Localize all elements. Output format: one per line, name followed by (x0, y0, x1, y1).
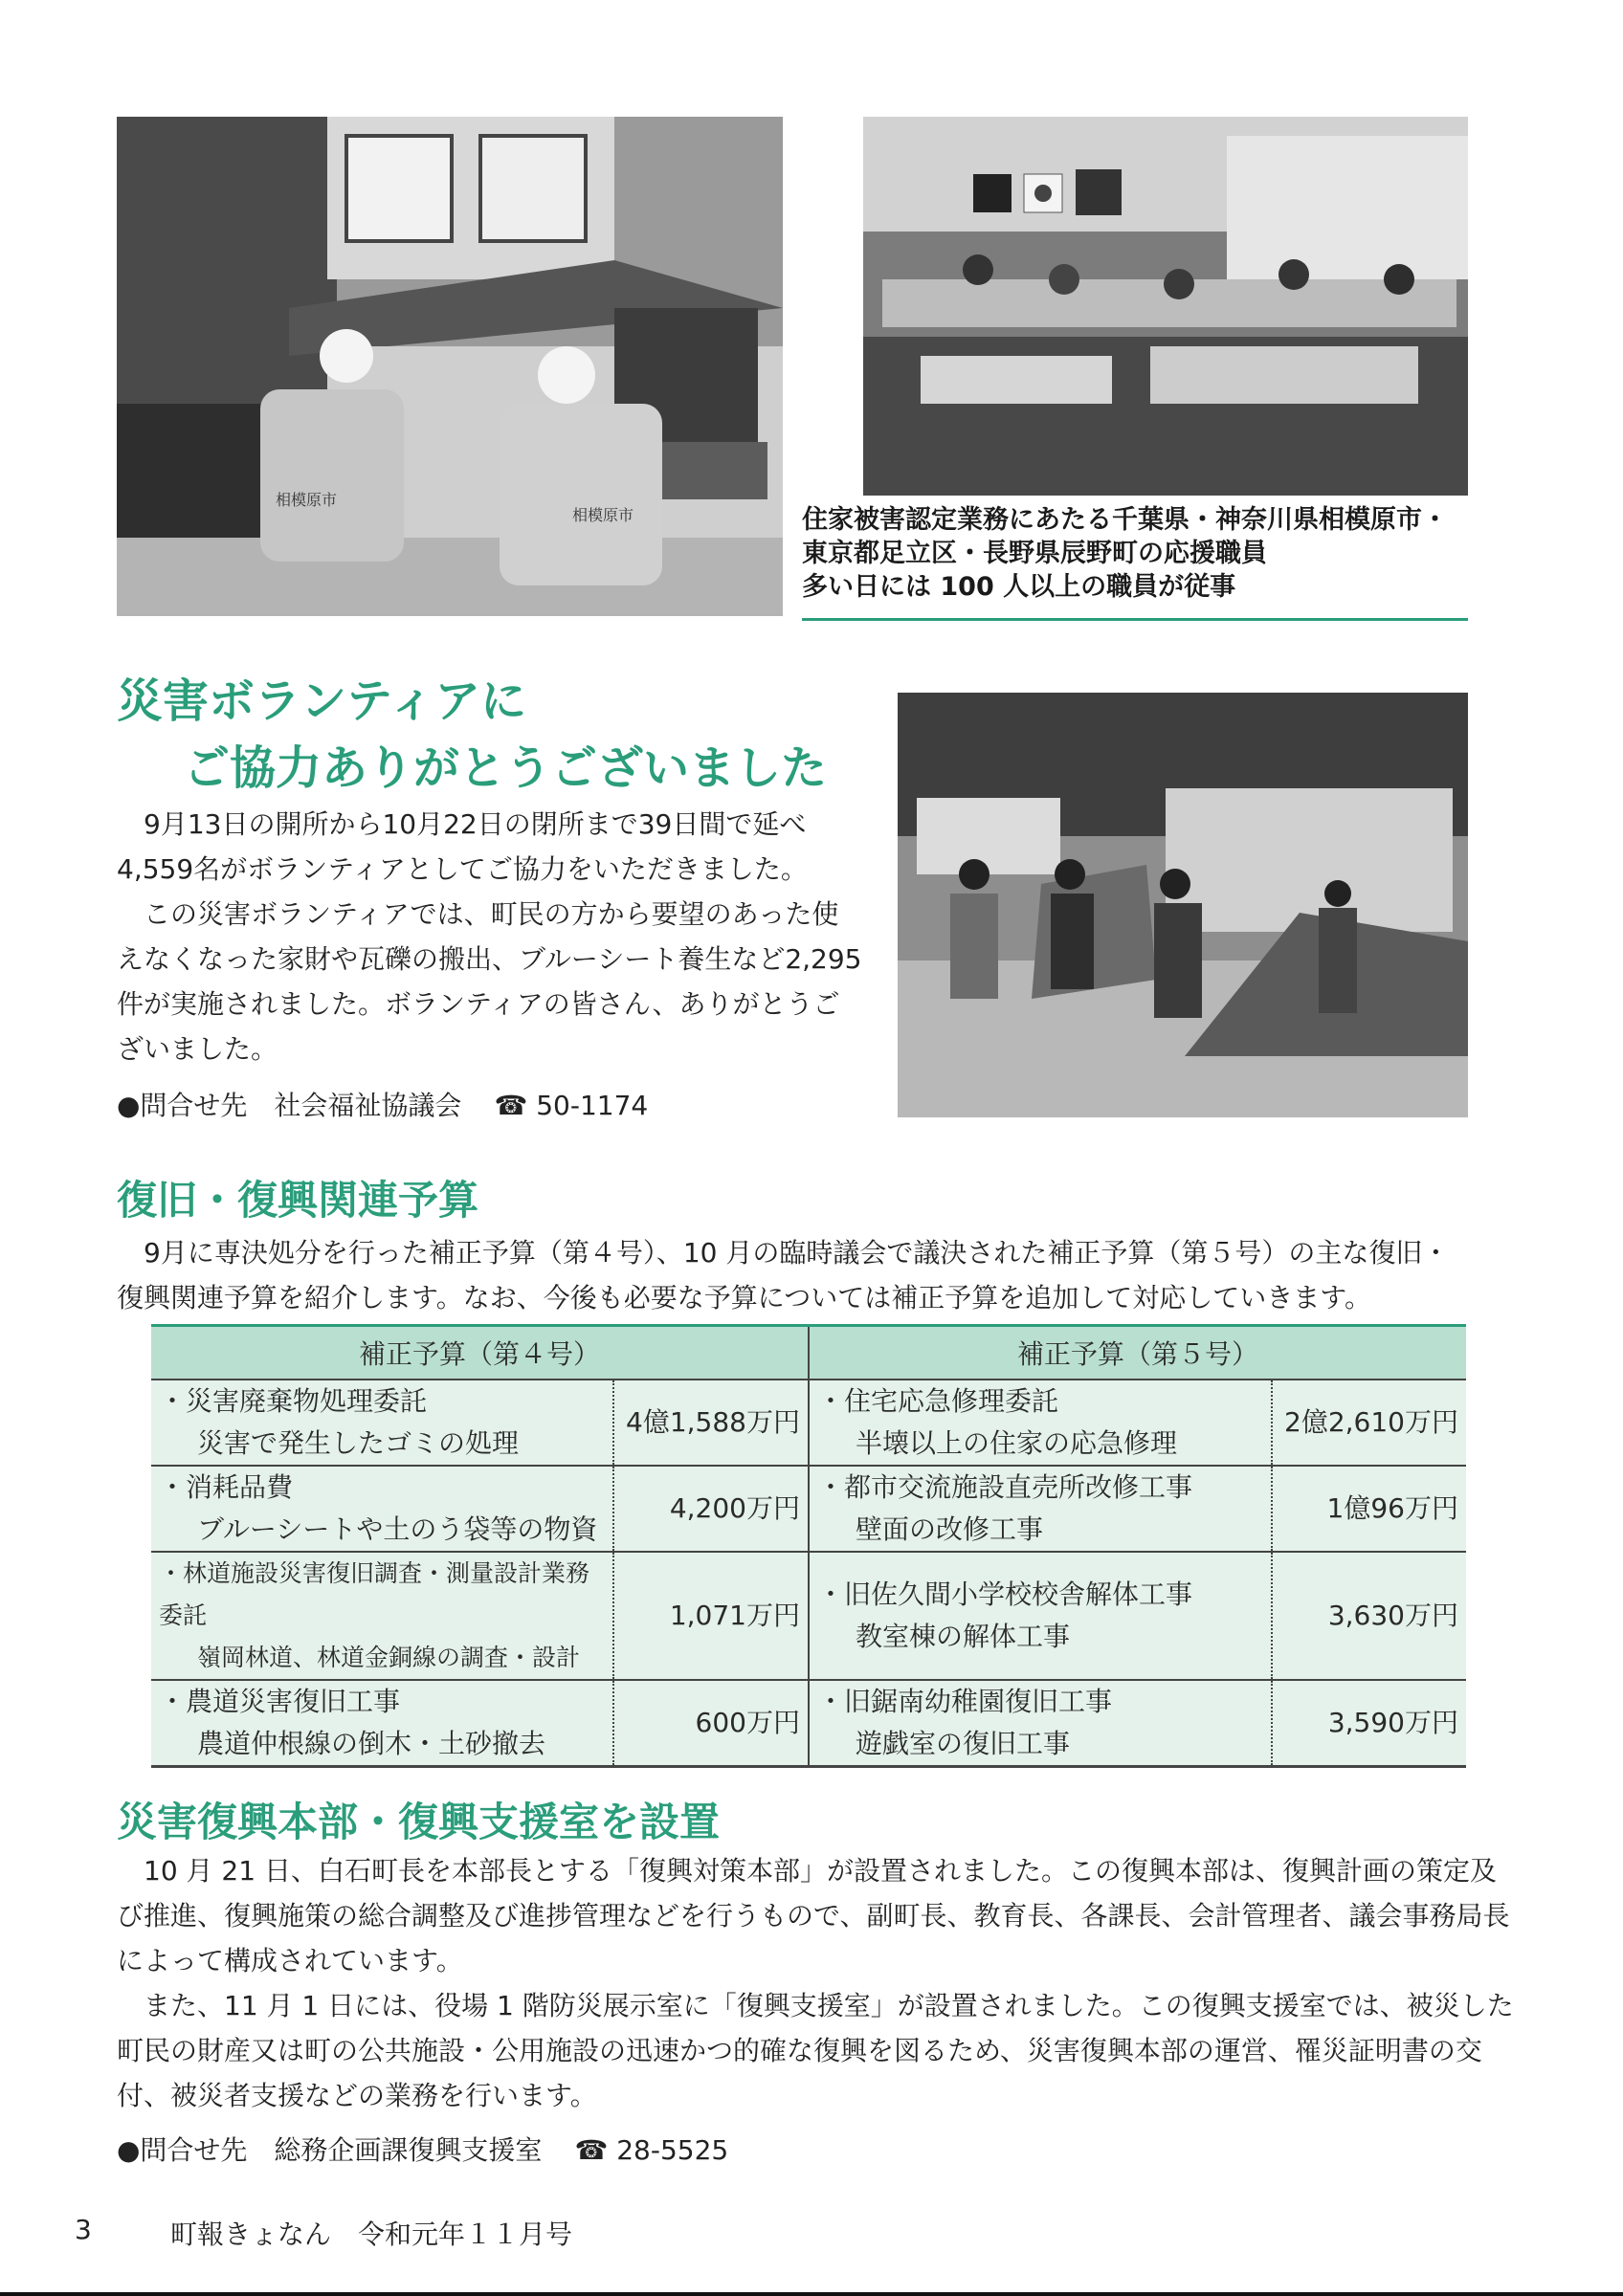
budget-item-right (809, 1466, 1272, 1552)
item-title: ・旧佐久間小学校校舎解体工事 (817, 1578, 1193, 1610)
budget-table-header-row (151, 1326, 1466, 1380)
caption-line: 東京都足立区・長野県辰野町の応援職員 (802, 539, 1267, 568)
hq-contact-phone: ☎ 28-5525 (574, 2134, 729, 2166)
budget-intro-text: 9月に専決処分を行った補正予算（第４号）、10 月の臨時議会で議決された補正予算（第５号）の主な復旧・復興関連予算を紹介します。なお、今後も必要な予算については補正予算を追加して対応していきます。 (117, 1237, 1450, 1314)
item-title: ・都市交流施設直売所改修工事 (817, 1471, 1193, 1503)
budget-item-left (151, 1680, 613, 1767)
budget-amount-right: 2億2,610万円 (1272, 1380, 1466, 1466)
budget-heading: 復旧・復興関連予算 (117, 1177, 479, 1224)
volunteer-heading-line2: ご協力ありがとうございました (184, 741, 828, 795)
item-detail: 壁面の改修工事 (856, 1513, 1044, 1545)
volunteer-body (117, 802, 865, 1071)
item-detail: 災害で発生したゴミの処理 (197, 1427, 520, 1459)
table-row (151, 1380, 1466, 1466)
page-number: 3 (75, 2214, 92, 2245)
photo-house-inspection (117, 117, 783, 616)
table-row (151, 1680, 1466, 1767)
volunteer-contact-label: ●問合せ先 社会福祉協議会 (117, 1090, 462, 1121)
table-row (151, 1466, 1466, 1552)
budget-item-left (151, 1466, 613, 1552)
budget-amount-left: 600万円 (613, 1680, 809, 1767)
budget-amount-right: 1億96万円 (1272, 1466, 1466, 1552)
item-title: ・災害廃棄物処理委託 (159, 1385, 428, 1417)
volunteer-contact-phone: ☎ 50-1174 (494, 1090, 649, 1121)
footer-divider (0, 2292, 1623, 2296)
publication-title: 町報きょなん 令和元年１１月号 (170, 2219, 573, 2250)
item-title: ・住宅応急修理委託 (817, 1385, 1059, 1417)
caption-divider (802, 618, 1468, 621)
item-detail: ブルーシートや土のう袋等の物資 (197, 1513, 598, 1545)
budget-amount-left: 1,071万円 (613, 1552, 809, 1680)
item-title: ・消耗品費 (159, 1471, 294, 1503)
budget-header-no5: 補正予算（第５号） (809, 1326, 1466, 1380)
budget-item-right (809, 1380, 1272, 1466)
budget-intro (117, 1230, 1476, 1320)
budget-amount-left: 4,200万円 (613, 1466, 809, 1552)
caption-line: 住家被害認定業務にあたる千葉県・神奈川県相模原市・ (802, 505, 1448, 535)
hq-heading: 災害復興本部・復興支援室を設置 (117, 1799, 721, 1845)
table-row (151, 1552, 1466, 1680)
hq-contact-label: ●問合せ先 総務企画課復興支援室 (117, 2134, 543, 2166)
item-detail: 農道仲根線の倒木・土砂撤去 (197, 1728, 546, 1759)
item-detail: 半壊以上の住家の応急修理 (856, 1427, 1178, 1459)
hq-contact (117, 2130, 728, 2168)
item-title: ・旧鋸南幼稚園復旧工事 (817, 1686, 1113, 1717)
item-title: ・農道災害復旧工事 (159, 1686, 401, 1717)
hq-paragraph-2: また、11 月 1 日には、役場 1 階防災展示室に「復興支援室」が設置されました。この復興支援室では、被災した町民の財産又は町の公共施設・公用施設の迅速かつ的確な復興を図るため、災害復興本部の運営、罹災証明書の交付、被災者支援などの業務を行います。 (117, 1990, 1514, 2111)
item-detail: 教室棟の解体工事 (856, 1621, 1071, 1652)
item-detail: 遊戯室の復旧工事 (856, 1728, 1071, 1759)
volunteer-contact (117, 1085, 648, 1123)
budget-amount-right: 3,590万円 (1272, 1680, 1466, 1767)
photo-support-staff (863, 117, 1468, 496)
budget-item-right (809, 1680, 1272, 1767)
budget-table (151, 1324, 1466, 1768)
vest-label-2: 相模原市 (572, 506, 634, 524)
caption-line: 多い日には 100 人以上の職員が従事 (802, 572, 1236, 602)
photo-volunteers (898, 693, 1468, 1117)
budget-item-right (809, 1552, 1272, 1680)
hq-body (117, 1848, 1514, 2118)
volunteer-heading (117, 668, 827, 802)
volunteer-heading-line1: 災害ボランティアに (117, 674, 527, 728)
photo-caption (802, 503, 1468, 604)
hq-paragraph-1: 10 月 21 日、白石町長を本部長とする「復興対策本部」が設置されました。この復興本部は、復興計画の策定及び推進、復興施策の総合調整及び進捗管理などを行うもので、副町長、教育長、各課長、会計管理者、議会事務局長によって構成されています。 (117, 1855, 1510, 1976)
volunteer-paragraph-1: 9月13日の開所から10月22日の閉所まで39日間で延べ4,559名がボランティアとしてご協力をいただきました。 (117, 808, 808, 885)
budget-amount-right: 3,630万円 (1272, 1552, 1466, 1680)
budget-item-left (151, 1380, 613, 1466)
vest-label-1: 相模原市 (276, 491, 338, 509)
budget-item-left (151, 1552, 613, 1680)
budget-header-no4: 補正予算（第４号） (151, 1326, 809, 1380)
budget-amount-left: 4億1,588万円 (613, 1380, 809, 1466)
volunteer-paragraph-2: この災害ボランティアでは、町民の方から要望のあった使えなくなった家財や瓦礫の搬出、ブルーシート養生など2,295件が実施されました。ボランティアの皆さん、ありがとうございました。 (117, 898, 862, 1065)
item-title: ・林道施設災害復旧調査・測量設計業務委託 (159, 1559, 590, 1629)
item-detail: 嶺岡林道、林道金銅線の調査・設計 (197, 1644, 581, 1671)
